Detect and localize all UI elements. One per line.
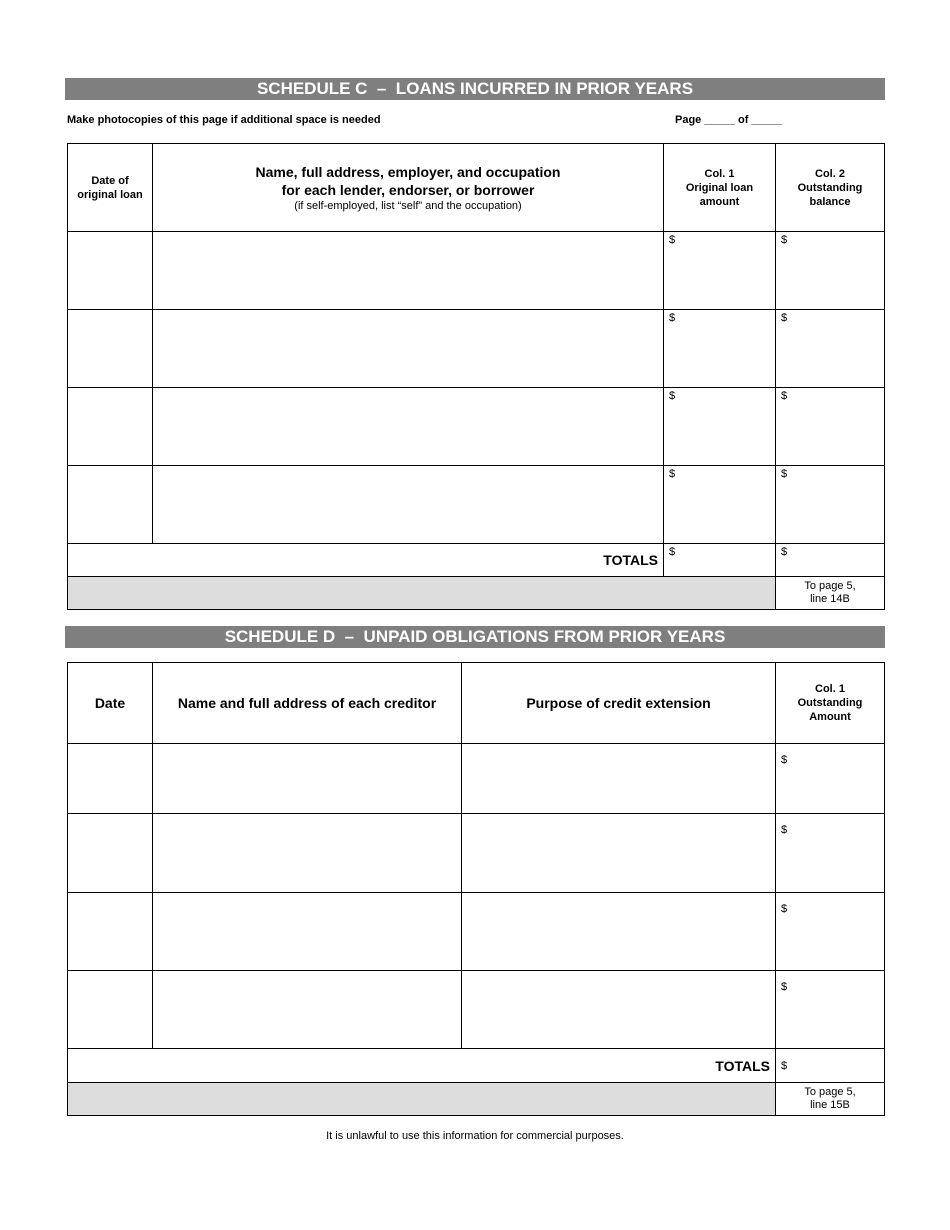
- totals-label: TOTALS: [68, 1049, 776, 1083]
- header-col2-outstanding-balance: Col. 2 Outstanding balance: [776, 144, 885, 232]
- totals-label: TOTALS: [68, 544, 664, 577]
- outstanding-amount-field[interactable]: $: [776, 971, 885, 1049]
- page-of-label: Page _____ of _____: [675, 114, 783, 126]
- table-row: [68, 971, 885, 1049]
- shaded-area: [68, 1083, 776, 1116]
- schedule-c-table: [67, 143, 885, 610]
- schedule-c-title: SCHEDULE C – LOANS INCURRED IN PRIOR YEARS: [65, 78, 885, 100]
- outstanding-amount-field[interactable]: $: [776, 744, 885, 814]
- creditor-field[interactable]: [153, 971, 462, 1049]
- table-row: [68, 232, 885, 310]
- lender-info-field[interactable]: [153, 310, 664, 388]
- purpose-field[interactable]: [462, 971, 776, 1049]
- header-lender-name-address: Name, full address, employer, and occupation for each lender, endorser, or borrower (if self-employed, list “self” and the occupation): [153, 144, 664, 232]
- header-col1-outstanding-amount: Col. 1 Outstanding Amount: [776, 663, 885, 744]
- schedule-d-table: [67, 662, 885, 1116]
- header-creditor-name-address: Name and full address of each creditor: [153, 663, 462, 744]
- obligation-date-field[interactable]: [68, 893, 153, 971]
- loan-date-field[interactable]: [68, 466, 153, 544]
- outstanding-balance-field[interactable]: $: [776, 232, 885, 310]
- creditor-field[interactable]: [153, 744, 462, 814]
- header-date: Date: [68, 663, 153, 744]
- total-outstanding-balance-field[interactable]: $: [776, 544, 885, 577]
- obligation-date-field[interactable]: [68, 744, 153, 814]
- outstanding-balance-field[interactable]: $: [776, 310, 885, 388]
- to-page-5-line-14b: To page 5, line 14B: [776, 577, 885, 610]
- shaded-area: [68, 577, 776, 610]
- table-row: [68, 814, 885, 893]
- table-row: [68, 388, 885, 466]
- creditor-field[interactable]: [153, 893, 462, 971]
- photocopy-note: Make photocopies of this page if additional space is needed: [67, 114, 381, 126]
- schedule-d-title: SCHEDULE D – UNPAID OBLIGATIONS FROM PRIOR YEARS: [65, 626, 885, 648]
- lender-info-field[interactable]: [153, 388, 664, 466]
- loan-date-field[interactable]: [68, 388, 153, 466]
- outstanding-amount-field[interactable]: $: [776, 814, 885, 893]
- outstanding-balance-field[interactable]: $: [776, 388, 885, 466]
- purpose-field[interactable]: [462, 744, 776, 814]
- obligation-date-field[interactable]: [68, 814, 153, 893]
- purpose-field[interactable]: [462, 893, 776, 971]
- lender-info-field[interactable]: [153, 466, 664, 544]
- table-row: [68, 744, 885, 814]
- purpose-field[interactable]: [462, 814, 776, 893]
- outstanding-amount-field[interactable]: $: [776, 893, 885, 971]
- table-row: [68, 466, 885, 544]
- total-outstanding-amount-field[interactable]: $: [776, 1049, 885, 1083]
- outstanding-balance-field[interactable]: $: [776, 466, 885, 544]
- table-row: [68, 893, 885, 971]
- obligation-date-field[interactable]: [68, 971, 153, 1049]
- loan-date-field[interactable]: [68, 310, 153, 388]
- original-loan-amount-field[interactable]: $: [664, 388, 776, 466]
- creditor-field[interactable]: [153, 814, 462, 893]
- total-original-loan-field[interactable]: $: [664, 544, 776, 577]
- header-date-of-original-loan: Date of original loan: [68, 144, 153, 232]
- header-purpose-of-credit: Purpose of credit extension: [462, 663, 776, 744]
- header-col1-original-loan-amount: Col. 1 Original loan amount: [664, 144, 776, 232]
- table-row: [68, 310, 885, 388]
- original-loan-amount-field[interactable]: $: [664, 232, 776, 310]
- original-loan-amount-field[interactable]: $: [664, 310, 776, 388]
- footer-disclaimer: It is unlawful to use this information for commercial purposes.: [326, 1130, 624, 1142]
- original-loan-amount-field[interactable]: $: [664, 466, 776, 544]
- lender-info-field[interactable]: [153, 232, 664, 310]
- to-page-5-line-15b: To page 5, line 15B: [776, 1083, 885, 1116]
- loan-date-field[interactable]: [68, 232, 153, 310]
